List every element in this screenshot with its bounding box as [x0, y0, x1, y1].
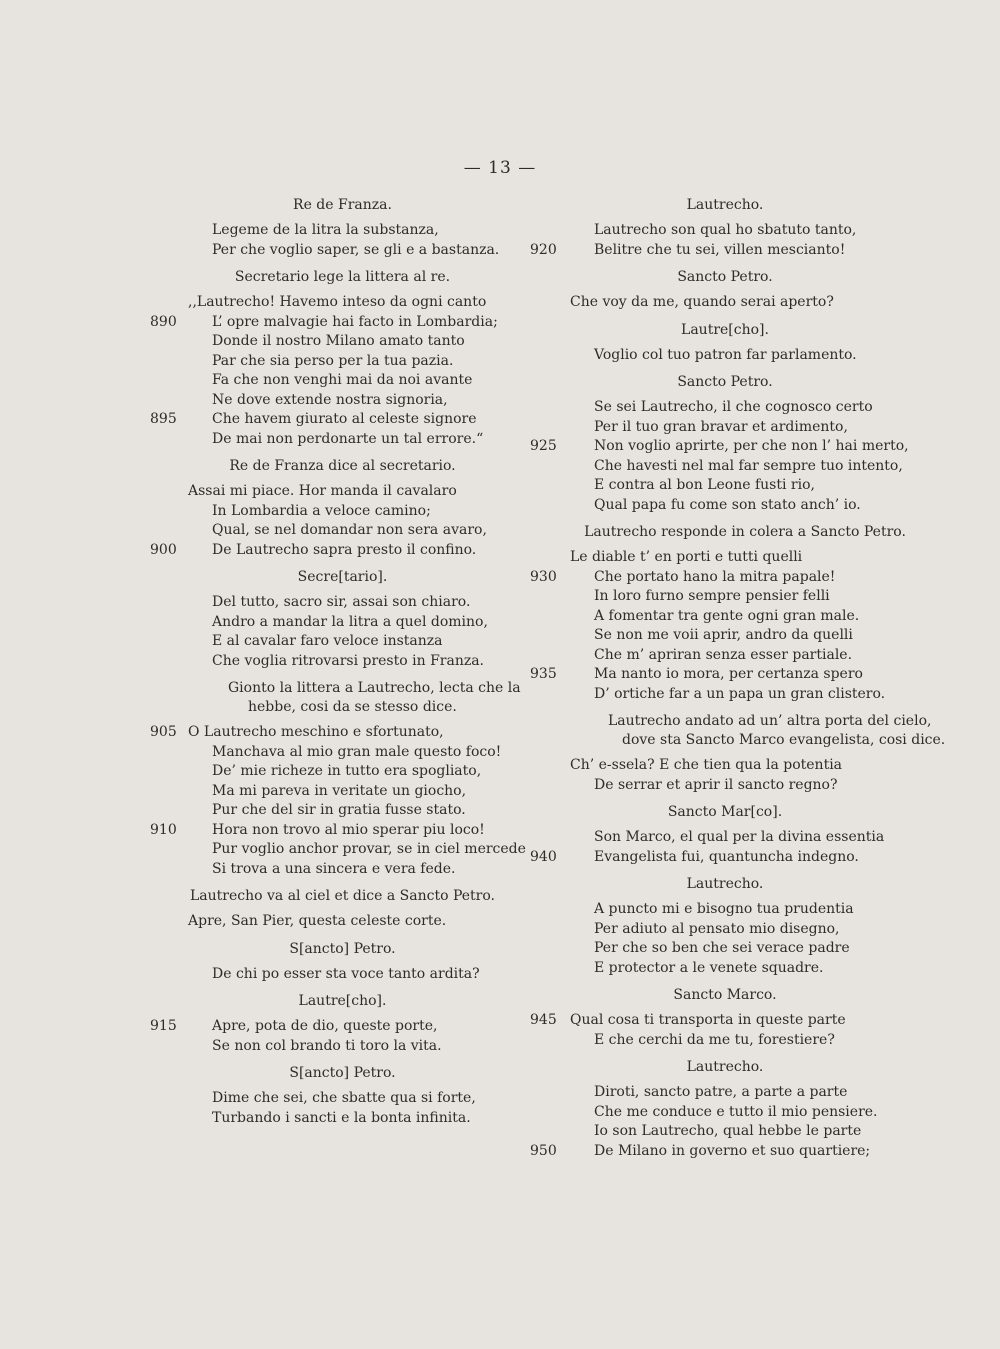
verse-line	[150, 1089, 535, 1109]
verse-text: Par che sia perso per la tua pazia.	[212, 352, 454, 369]
verse-line	[530, 241, 920, 261]
verse-line	[530, 457, 920, 477]
verse-line	[150, 313, 535, 333]
verse-line	[150, 410, 535, 430]
verse-line	[530, 607, 920, 627]
speaker-heading: Sancto Mar[co].	[667, 804, 783, 820]
line-number: 910	[150, 821, 177, 838]
spacer	[530, 1050, 920, 1058]
verse-line	[150, 482, 535, 502]
speaker-heading: Lautrecho responde in colera a Sancto Petro.	[584, 524, 906, 540]
verse-line	[150, 391, 535, 411]
verse-line	[530, 665, 920, 685]
verse-text: Qual cosa ti transporta in queste parte	[570, 1012, 846, 1028]
stage-direction: Lautrecho andato ad un’ altra porta del cielo,	[608, 713, 932, 729]
verse-text: Che portato hano la mitra papale!	[594, 568, 836, 585]
verse-line	[530, 900, 920, 920]
verse-text: Che havesti nel mal far sempre tuo intento,	[594, 457, 903, 474]
verse-line	[530, 626, 920, 646]
verse-line	[530, 568, 920, 588]
verse-text: Per che voglio saper, se gli e a bastanza.	[212, 241, 500, 258]
line-number: 900	[150, 541, 177, 558]
line-number: 925	[530, 438, 557, 454]
line-number: 890	[150, 313, 177, 330]
speaker-heading: Lautrecho.	[686, 1059, 764, 1075]
spacer	[530, 704, 920, 712]
verse-text: Che havem giurato al celeste signore	[212, 411, 477, 427]
verse-text: Andro a mandar la litra a quel domino,	[212, 613, 488, 630]
verse-line	[530, 828, 920, 848]
verse-text: De’ mie richeze in tutto era spogliato,	[212, 763, 482, 779]
verse-text: Che voy da me, quando serai aperto?	[570, 294, 834, 310]
stage-direction: dove sta Sancto Marco evangelista, cosi dice.	[622, 732, 946, 748]
verse-text: Ch’ e-ssela? E che tien qua la potentia	[570, 757, 843, 773]
line-number: 915	[150, 1018, 177, 1034]
verse-text: Che m’ apriran senza esser partiale.	[594, 646, 853, 663]
verse-text: Se non me voii aprir, andro da quelli	[594, 627, 853, 643]
verse-line	[150, 965, 535, 985]
verse-text: Qual papa fu come son stato anch’ io.	[594, 496, 861, 513]
verse-text: Pur che del sir in gratia fusse stato.	[212, 802, 466, 818]
verse-text: Diroti, sancto patre, a parte a parte	[594, 1084, 848, 1100]
verse-line	[530, 756, 920, 776]
verse-text: Se sei Lautrecho, il che cognosco certo	[594, 399, 873, 415]
verse-text: Voglio col tuo patron far parlamento.	[594, 346, 857, 363]
verse-line	[530, 848, 920, 868]
spacer	[530, 260, 920, 268]
verse-line	[530, 221, 920, 241]
verse-line	[150, 821, 535, 841]
page-number: — 13 —	[463, 158, 537, 178]
speaker-heading: Sancto Petro.	[677, 269, 773, 285]
spacer	[530, 365, 920, 373]
line-number: 930	[530, 568, 557, 585]
spacer	[150, 1056, 535, 1064]
verse-line	[150, 221, 535, 241]
verse-text: A fomentar tra gente ogni gran male.	[594, 607, 860, 624]
verse-text: Apre, pota de dio, queste porte,	[212, 1018, 438, 1034]
verse-line	[530, 1122, 920, 1142]
verse-line	[150, 652, 535, 672]
spacer	[150, 560, 535, 568]
spacer	[150, 984, 535, 992]
verse-text: E protector a le venete squadre.	[594, 959, 824, 976]
speaker-heading: S[ancto] Petro.	[289, 940, 396, 957]
verse-line	[150, 430, 535, 450]
verse-text: Qual, se nel domandar non sera avaro,	[212, 522, 487, 538]
verse-line	[150, 371, 535, 391]
speaker-heading: Lautrecho va al ciel et dice a Sancto Petro.	[189, 888, 495, 904]
verse-line	[150, 352, 535, 372]
verse-line	[150, 502, 535, 522]
verse-line	[530, 685, 920, 705]
verse-text: De mai non perdonarte un tal errore.“	[212, 430, 484, 447]
speaker-heading: Lautre[cho].	[681, 321, 769, 338]
stage-direction: hebbe, cosi da se stesso dice.	[248, 699, 457, 715]
verse-text: Per che so ben che sei verace padre	[594, 940, 850, 956]
line-number: 935	[530, 666, 557, 682]
verse-line	[530, 418, 920, 438]
verse-line	[530, 346, 920, 366]
spacer	[150, 260, 535, 268]
verse-line	[530, 476, 920, 496]
verse-line	[150, 332, 535, 352]
verse-text: E contra al bon Leone fusti rio,	[594, 477, 815, 493]
spacer	[530, 515, 920, 523]
verse-text: Hora non trovo al mio sperar piu loco!	[212, 821, 485, 838]
verse-text: Evangelista fui, quantuncha indegno.	[594, 848, 859, 865]
verse-text: De Milano in governo et suo quartiere;	[594, 1142, 871, 1159]
line-number: 895	[150, 411, 177, 427]
verse-line	[150, 743, 535, 763]
verse-text: Che voglia ritrovarsi presto in Franza.	[212, 652, 485, 669]
verse-text: Non voglio aprirte, per che non l’ hai merto,	[594, 438, 909, 454]
verse-line	[530, 1031, 920, 1051]
speaker-heading: Sancto Marco.	[673, 987, 777, 1003]
spacer	[150, 449, 535, 457]
verse-line	[150, 912, 535, 932]
verse-text: Dime che sei, che sbatte qua si forte,	[212, 1090, 476, 1106]
verse-line	[530, 920, 920, 940]
speaker-heading: Lautrecho.	[686, 876, 764, 892]
verse-text: Donde il nostro Milano amato tanto	[212, 333, 465, 349]
verse-text: In Lombardia a veloce camino;	[212, 502, 431, 519]
verse-line	[150, 782, 535, 802]
verse-text: Che me conduce e tutto il mio pensiere.	[594, 1103, 878, 1120]
verse-line	[530, 646, 920, 666]
verse-text: Manchava al mio gran male questo foco!	[212, 743, 502, 760]
line-number: 945	[530, 1012, 557, 1028]
spacer	[530, 978, 920, 986]
verse-line	[150, 801, 535, 821]
speaker-heading: Re de Franza.	[293, 197, 392, 213]
verse-text: Apre, San Pier, questa celeste corte.	[188, 913, 447, 929]
verse-text: In loro furno sempre pensier felli	[594, 588, 830, 604]
verse-line	[530, 1011, 920, 1031]
verse-line	[150, 1017, 535, 1037]
right-column	[530, 196, 946, 1161]
verse-line	[530, 496, 920, 516]
verse-line	[150, 632, 535, 652]
verse-line	[150, 860, 535, 880]
speaker-heading: Re de Franza dice al secretario.	[229, 458, 456, 474]
verse-text: Legeme de la litra la substanza,	[212, 222, 439, 238]
spacer	[530, 313, 920, 321]
line-number: 905	[150, 724, 177, 740]
verse-line	[150, 613, 535, 633]
verse-text: Son Marco, el qual per la divina essentia	[594, 829, 885, 845]
verse-line	[150, 593, 535, 613]
verse-line	[530, 1142, 920, 1162]
verse-line	[150, 241, 535, 261]
verse-line	[150, 723, 535, 743]
verse-text: Turbando i sancti e la bonta infinita.	[212, 1109, 471, 1126]
speaker-heading: Secre[tario].	[297, 569, 388, 585]
verse-text: Ma nanto io mora, per certanza spero	[594, 666, 863, 682]
speaker-heading: Secretario lege la littera al re.	[234, 269, 451, 285]
verse-line	[150, 1037, 535, 1057]
spacer	[150, 879, 535, 887]
speaker-heading: Lautre[cho].	[298, 993, 387, 1009]
spacer	[150, 671, 535, 679]
verse-text: Lautrecho son qual ho sbatuto tanto,	[594, 222, 857, 238]
verse-line	[150, 521, 535, 541]
verse-text: E al cavalar faro veloce instanza	[212, 633, 443, 649]
left-column	[150, 196, 535, 1128]
verse-text: ,,Lautrecho! Havemo inteso da ogni canto	[188, 294, 487, 310]
verse-text: Per adiuto al pensato mio disegno,	[594, 920, 840, 937]
verse-text: Pur voglio anchor provar, se in ciel mercede	[212, 841, 526, 857]
verse-line	[530, 293, 920, 313]
verse-text: Assai mi piace. Hor manda il cavalaro	[188, 483, 457, 499]
stage-direction: Gionto la littera a Lautrecho, lecta che la	[228, 680, 521, 696]
verse-line	[150, 840, 535, 860]
spacer	[530, 867, 920, 875]
verse-line	[530, 437, 920, 457]
verse-line	[530, 959, 920, 979]
verse-text: De Lautrecho sapra presto il confino.	[212, 541, 477, 558]
verse-text: De serrar et aprir il sancto regno?	[594, 776, 838, 793]
speaker-heading: Sancto Petro.	[677, 374, 773, 390]
verse-text: Ma mi pareva in veritate un giocho,	[212, 782, 467, 799]
verse-text: Belitre che tu sei, villen mescianto!	[594, 241, 846, 258]
verse-text: Le diable t’ en porti e tutti quelli	[570, 549, 803, 565]
verse-line	[150, 293, 535, 313]
verse-text: A puncto mi e bisogno tua prudentia	[594, 901, 854, 917]
verse-line	[530, 587, 920, 607]
line-number: 940	[530, 848, 557, 865]
verse-line	[150, 1109, 535, 1129]
verse-text: Si trova a una sincera e vera fede.	[212, 860, 456, 877]
spacer	[530, 795, 920, 803]
verse-line	[150, 541, 535, 561]
speaker-heading: Lautrecho.	[686, 197, 764, 213]
verse-text: D’ ortiche far a un papa un gran clistero.	[594, 685, 886, 702]
verse-line	[150, 762, 535, 782]
verse-line	[530, 939, 920, 959]
verse-text: Per il tuo gran bravar et ardimento,	[594, 418, 848, 435]
verse-text: Io son Lautrecho, qual hebbe le parte	[594, 1123, 862, 1139]
verse-line	[530, 776, 920, 796]
verse-line	[530, 548, 920, 568]
verse-text: Se non col brando ti toro la vita.	[212, 1037, 442, 1054]
speaker-heading: S[ancto] Petro.	[289, 1065, 396, 1081]
verse-text: Fa che non venghi mai da noi avante	[212, 372, 473, 388]
verse-text: De chi po esser sta voce tanto ardita?	[212, 965, 480, 982]
verse-text: L’ opre malvagie hai facto in Lombardia;	[212, 313, 498, 330]
verse-text: Del tutto, sacro sir, assai son chiaro.	[212, 594, 471, 610]
verse-line	[530, 1083, 920, 1103]
verse-line	[530, 398, 920, 418]
line-number: 920	[530, 241, 557, 258]
verse-text: O Lautrecho meschino e sfortunato,	[188, 724, 444, 740]
verse-text: Ne dove extende nostra signoria,	[212, 391, 448, 408]
verse-text: E che cerchi da me tu, forestiere?	[594, 1031, 835, 1048]
line-number: 950	[530, 1142, 557, 1159]
verse-line	[530, 1103, 920, 1123]
spacer	[150, 932, 535, 940]
